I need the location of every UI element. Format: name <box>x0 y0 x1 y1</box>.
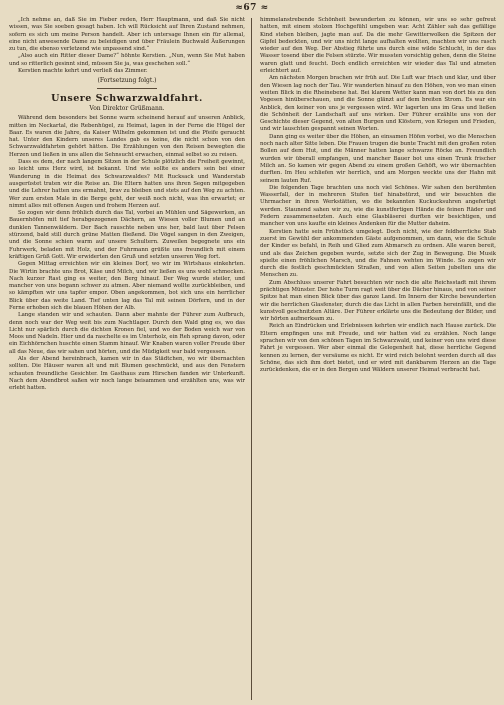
article-paragraph: Während dem besonders bei Sonne warm scheinend herauf auf unseren Anblick, mitten im Neckartal, die Rebenhügel, zu Heimat, lagen in der Ferne die Hügel der Baar. Es waren die Jahre, da Kaiser Wilhelm gekommen ist und die Pfeife geraucht hat. Unter den Kindern unseres Landes gab es keine, die nicht schon von den Schwarzwaldfahrten gehört hätten. Die Erzählungen von den Reisen bewegten die Herzen und ließen in uns allen die Sehnsucht erwachen, einmal selbst so zu reisen. <box>9 115 245 158</box>
article-paragraph: himmelanstrebende Schönheit bewunderten zu können, wir uns so sehr gefreut hatten, mit einem stolzen Hochgefühl umgeben war. Acht Zähler sah das gefällige Kind stehen bleiben, jagte man auf. Da die mehr Gewitterwolken die Spitzen der Gipfel bedeckten, und wir uns nicht lange aufhalten wollten, machten wir uns rasch wieder auf den Weg. Der Abstieg führte uns durch eine wilde Schlucht, in der das Wasser tosend über die Felsen stürzte. Wir mussten vorsichtig gehen, denn die Steine waren glatt und feucht. Doch endlich erreichten wir wieder das Tal und atmeten erleichtert auf. <box>260 17 496 75</box>
article-paragraph: Reich an Eindrücken und Erlebnissen kehrten wir endlich nach Hause zurück. Die Eltern empfingen uns mit Freude, und wir hatten viel zu erzählen. Noch lange sprachen wir von den schönen Tagen im Schwarzwald, und keiner von uns wird diese Fahrt je vergessen. Wer aber einmal die Gelegenheit hat, diese herrliche Gegend kennen zu lernen, der versäume es nicht. Er wird reich belohnt werden durch all das Schöne, das sich ihm dort bietet, und er wird mit dankbarem Herzen an die Tage zurückdenken, die er in den Bergen und Wäldern unserer Heimat verbracht hat. <box>260 323 496 374</box>
story-paragraph: „Also auch ein Ritter dieser Dame?“ höhnte Kerstien. „Nun, wenn Sie Mut haben und so ritterlich gesinnt sind, müssen Sie ja, was geschehen soll.“ <box>9 53 245 67</box>
page-number: ≈67 ≈ <box>235 3 269 13</box>
article-paragraph: So zogen wir denn fröhlich durch das Tal, vorbei an Mühlen und Sägewerken, an Bauernhöfen mit tief herabgezogenen Dächern, an Wiesen voller Blumen und an dunklen Tannenwäldern. Der Bach rauschte neben uns her, bald laut über Felsen stürzend, bald still durch grüne Matten fließend. Die Vögel sangen in den Zweigen, und die Sonne schien warm auf unsere Schultern. Zuweilen begegnete uns ein Fuhrwerk, beladen mit Holz, und der Fuhrmann grüßte uns freundlich mit einem kräftigen Grüß Gott. Wir erwiderten den Gruß und setzten unseren Weg fort. <box>9 210 245 260</box>
right-column <box>260 17 496 701</box>
story-paragraph: Kerstien machte kehrt und verließ das Zimmer. <box>18 68 148 75</box>
article-paragraph: Gegen Mittag erreichten wir ein kleines Dorf, wo wir im Wirtshaus einkehrten. Die Wirtin brachte uns Brot, Käse und Milch, und wir ließen es uns wohl schmecken. Nach kurzer Rast ging es weiter, den Berg hinauf. Der Weg wurde steiler, und mancher von uns begann schwer zu atmen. Aber niemand wollte zurückbleiben, und so kämpften wir uns tapfer empor. Oben angekommen, bot sich uns ein herrlicher Blick über das weite Land. Tief unten lag das Tal mit seinen Dörfern, und in der Ferne erhoben sich die blauen Höhen der Alb. <box>9 261 245 311</box>
article-paragraph: Am nächsten Morgen brachen wir früh auf. Die Luft war frisch und klar, und über den Wiesen lag noch der Tau. Wir wanderten hinauf zu den Höhen, von wo man einen weiten Blick in die Rheinebene hat. Bei klarem Wetter kann man von dort bis zu den Vogesen hinüberschauen, und die Sonne glänzt auf dem breiten Strom. Es war ein Anblick, den keiner von uns je vergessen wird. Wir lagerten uns im Gras und ließen die Schönheit der Landschaft auf uns wirken. Der Führer erzählte uns von der Geschichte dieser Gegend, von alten Burgen und Klöstern, von Kriegen und Frieden, und wir lauschten gespannt seinen Worten. <box>260 75 496 133</box>
article-title: Unsere Schwarzwaldfahrt. <box>51 92 203 104</box>
article-paragraph: Die folgenden Tage brachten uns noch viel Schönes. Wir sahen den berühmten Wasserfall, der in mehreren Stufen tief hinabstürzt, und wir besuchten die Uhrmacher in ihren Werkstätten, wo die bekannten Kuckucksuhren angefertigt werden. Staunend sahen wir zu, wie die kunstfertigen Hände die feinen Räder und Federn zusammensetzten. Auch eine Glasbläserei durften wir besichtigen, und mancher von uns kaufte ein kleines Andenken für die Mutter daheim. <box>260 184 496 228</box>
article-paragraph: Als der Abend hereinbrach, kamen wir in das Städtchen, wo wir übernachten sollten. Die Häuser waren alt und mit Blumen geschmückt, und aus den Fenstern schauten freundliche Gesichter. Im Gasthaus zum Hirschen fanden wir Unterkunft. Nach dem Abendbrot saßen wir noch lange beisammen und erzählten uns, was wir erlebt hatten. <box>9 356 245 392</box>
continuation-note: (Fortsetzung folgt.) <box>97 77 157 85</box>
article-paragraph: Dann ging es weiter über die Höhen, an einsamen Höfen vorbei, wo die Menschen noch nach alter Sitte leben. Die Frauen trugen die bunte Tracht mit den großen roten Bollen auf dem Hut, und die Männer hatten lange schwarze Röcke an. Freundlich wurden wir überall empfangen, und mancher Bauer bot uns einen Trunk frischer Milch an. So kamen wir gegen Abend zu einem großen Gehöft, wo wir übernachten durften. Im Heu schliefen wir herrlich, und am Morgen weckte uns der Hahn mit seinem lauten Ruf. <box>260 133 496 184</box>
story-paragraph: „Ich nehme an, daß Sie im Fieber reden, Herr Hauptmann, und daß Sie nicht wissen, was Sie soeben gesagt haben. Ich will Rücksicht auf Ihren Zustand nehmen, sofern es sich um meine Person handelt. Aber ich untersage Ihnen ein für allemal, eine nicht anwesende Dame zu beleidigen und über Fräulein Buchwald Äußerungen zu tun, die ebenso verletzend wie unpassend sind.“ <box>9 17 245 53</box>
section-divider <box>97 88 157 89</box>
article-paragraph: Lange standen wir und schauten. Dann aber mahnte der Führer zum Aufbruch, denn noch war der Weg weit bis zum Nachtlager. Durch den Wald ging es, wo das Licht nur spärlich durch die dichten Kronen fiel, und wo der Boden weich war von Moos und Nadeln. Hier und da raschelte es im Unterholz, ein Reh sprang davon, oder ein Eichhörnchen huschte einen Stamm hinauf. Wir Knaben waren voller Freude über all das Neue, das wir sahen und hörten, und die Müdigkeit war bald vergessen. <box>9 312 245 355</box>
article-paragraph: Zum Abschluss unserer Fahrt besuchten wir noch die alte Reichsstadt mit ihrem prächtigen Münster. Der hohe Turm ragt weit über die Dächer hinaus, und von seiner Spitze hat man einen Blick über das ganze Land. Im Innern der Kirche bewunderten wir die herrlichen Glasfenster, durch die das Licht in allen Farben hereinfällt, und die kunstvoll geschnitzten Altäre. Der Führer erklärte uns die Bedeutung der Bilder, und wir hörten aufmerksam zu. <box>260 279 496 323</box>
left-column <box>9 17 245 701</box>
article-author: Von Direktor Grüßmann. <box>89 104 165 112</box>
article-paragraph: Dass es dem, der nach langem Sitzen in der Schule plötzlich die Freiheit gewinnt, so leicht ums Herz wird, ist bekannt. Und wie sollte es anders sein bei einer Wanderung in die Heimat des Schwarzwaldes? Mit Rucksack und Wanderstab ausgerüstet traten wir die Reise an. Die Eltern hatten uns ihren Segen mitgegeben und die Lehrer hatten uns ermahnt, brav zu bleiben und stets auf den Weg zu achten. Wer zum ersten Male in die Berge geht, der weiß noch nicht, was ihn erwartet; er nimmt alles mit offenen Augen und frohem Herzen auf. <box>9 159 245 209</box>
article-paragraph: Kerstien hatte sein Frühstück umgelegt. Doch nicht, wie der feldherrliche Stab zuerst im Gewühl der ankommenden Gäste aufgenommen, um dann, wie die Schule der Kinder es befahl, in Reih und Glied zum Abmarsch zu ordnen. Alle waren bereit, und als das Zeichen gegeben wurde, setzte sich der Zug in Bewegung. Die Musik spielte einen fröhlichen Marsch, und die Fahnen wehten im Winde. So zogen wir durch die festlich geschmückten Straßen, und von allen Seiten jubelten uns die Menschen zu. <box>260 228 496 279</box>
column-divider <box>251 18 252 700</box>
